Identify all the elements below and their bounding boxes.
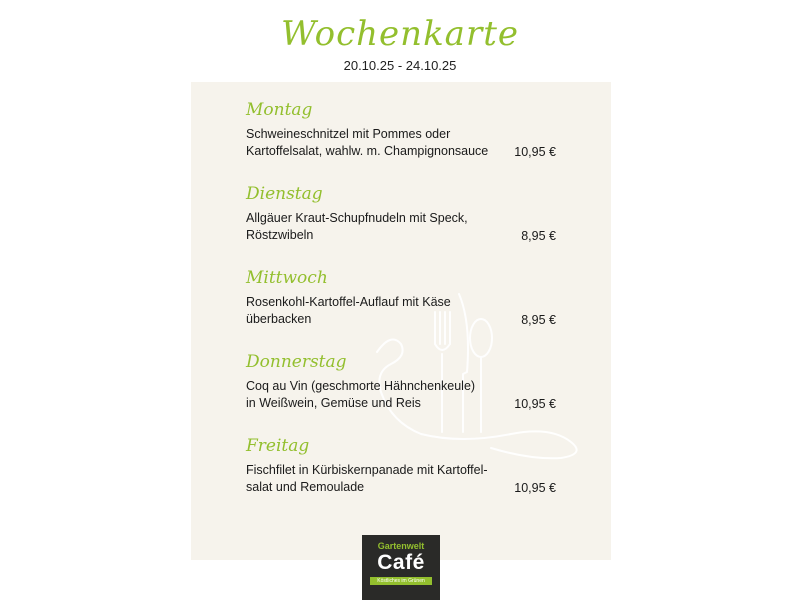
dish-price: 10,95 € [514, 397, 556, 411]
dish-description: Fischfilet in Kürbiskernpanade mit Kartoffel- salat und Remoulade [246, 463, 488, 494]
dish-description: Schweineschnitzel mit Pommes oder Kartoffelsalat, wahlw. m. Champignonsauce [246, 127, 489, 158]
logo-tagline: Köstliches im Grünen [370, 577, 432, 585]
day-section-tuesday [246, 182, 566, 244]
dish-description: Coq au Vin (geschmorte Hähnchenkeule) in Weißwein, Gemüse und Reis [246, 379, 476, 410]
day-name: Mittwoch [246, 268, 328, 288]
day-name: Donnerstag [246, 352, 347, 372]
day-name: Freitag [246, 436, 310, 456]
date-range: 20.10.25 - 24.10.25 [343, 58, 457, 73]
dish-price: 10,95 € [514, 481, 556, 495]
logo-main-text: Café [377, 551, 425, 574]
dish-price: 8,95 € [521, 229, 556, 243]
menu-card [191, 82, 611, 560]
dish-description: Allgäuer Kraut-Schupfnudeln mit Speck, Röstzwibeln [246, 211, 468, 242]
dish-description: Rosenkohl-Kartoffel-Auflauf mit Käse überbacken [246, 295, 451, 326]
day-section-wednesday [246, 266, 566, 328]
dish-price: 8,95 € [521, 313, 556, 327]
logo-top-text: Gartenwelt [377, 541, 425, 551]
dish-price: 10,95 € [514, 145, 556, 159]
page-title: Wochenkarte [281, 14, 519, 54]
day-name: Montag [246, 100, 313, 120]
day-name: Dienstag [246, 184, 323, 204]
cafe-logo [362, 535, 440, 600]
